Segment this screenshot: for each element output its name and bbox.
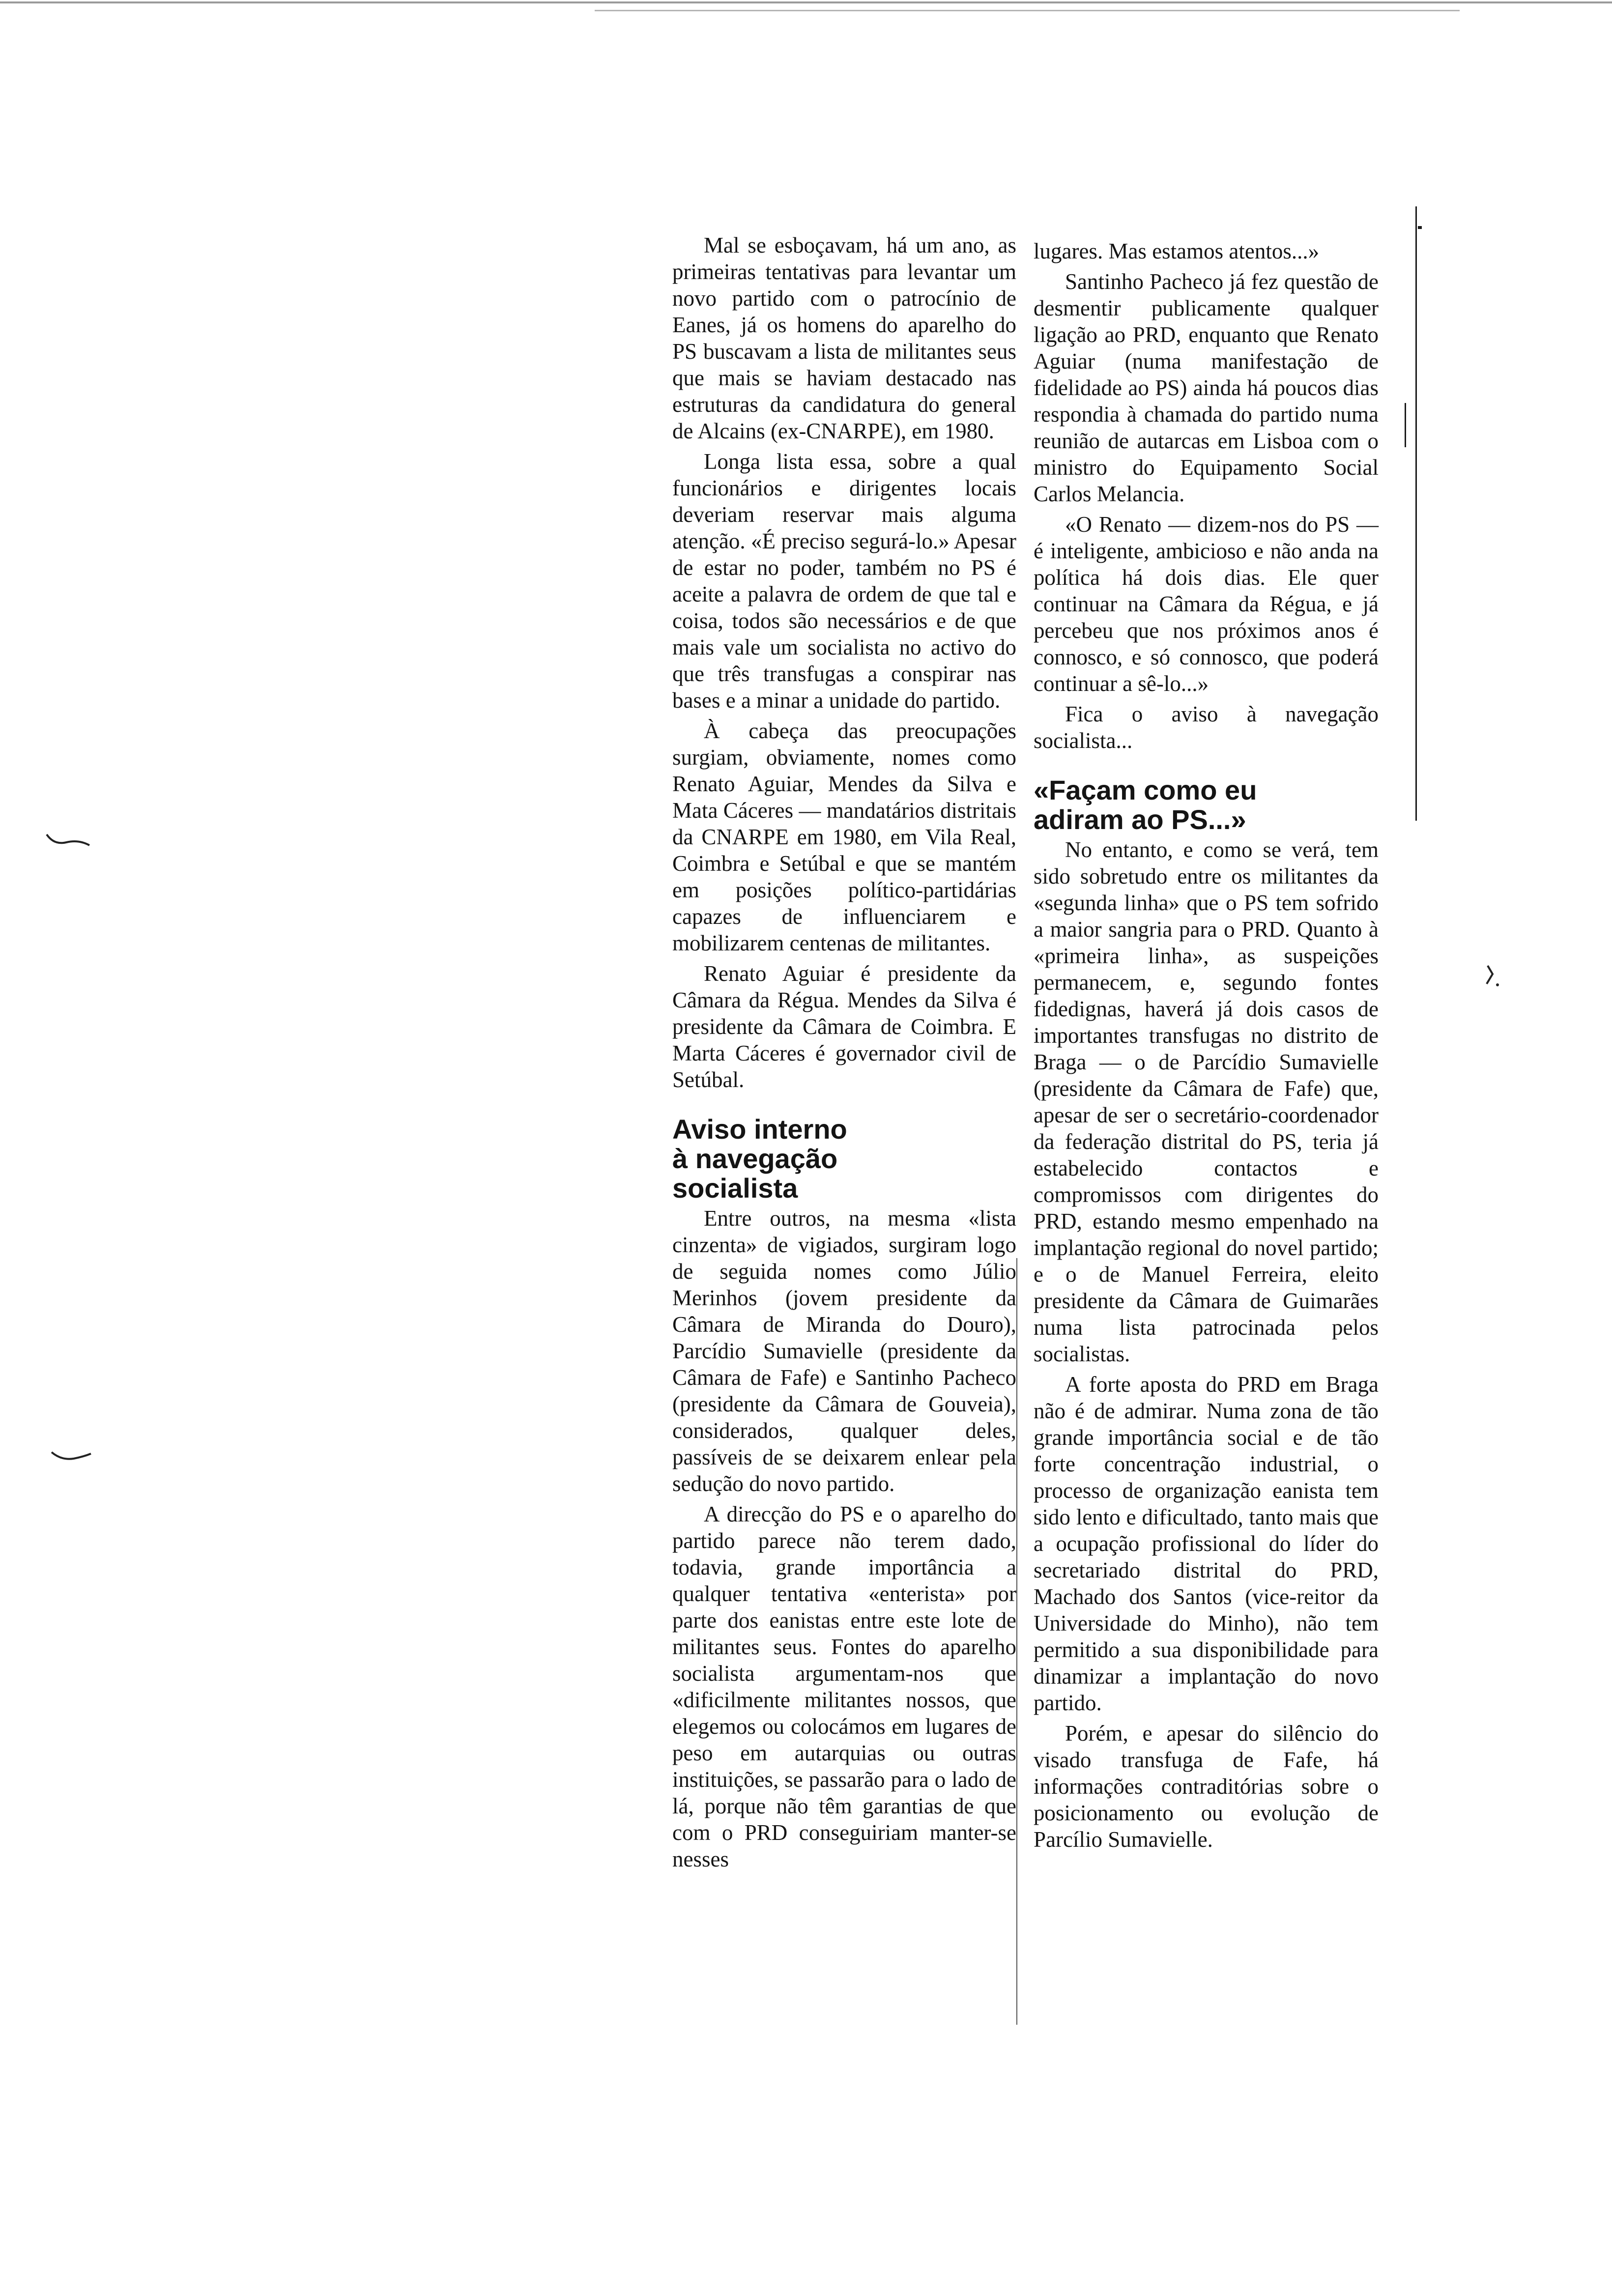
section-heading-facam-como-eu	[1034, 775, 1379, 834]
paragraph: A forte aposta do PRD em Braga não é de admirar. Numa zona de tão grande importância social e de tão forte concentração industrial, o processo de organização eanista tem sido lento e dificultado, tanto mais que a ocupação profissional do líder do secretariado distrital do PRD, Machado dos Santos (vice-reitor da Universidade do Minho), não tem permitido a sua disponibilidade para dinamizar a implantação do novo partido.	[1034, 1372, 1379, 1715]
heading-line: adiram ao PS...»	[1034, 804, 1246, 835]
margin-scan-mark	[44, 831, 93, 850]
paragraph: «O Renato — dizem-nos do PS — é inteligente, ambicioso e não anda na política há dois dias. Ele quer continuar na Câmara da Régua, e já percebeu que nos próximos anos é connosco, e só connosco, que poderá continuar a sê-lo...»	[1034, 512, 1379, 696]
heading-line: «Façam como eu	[1034, 775, 1257, 805]
heading-line: socialista	[672, 1173, 798, 1204]
paragraph: lugares. Mas estamos atentos...»	[1034, 239, 1320, 263]
margin-scan-mark	[49, 1450, 93, 1464]
paragraph: Porém, e apesar do silêncio do visado transfuga de Fafe, há informações contraditórias sobre o posicionamento ou evolução de Parcílio Sumavielle.	[1034, 1721, 1379, 1852]
margin-scan-mark	[1482, 963, 1501, 988]
paragraph: Santinho Pacheco já fez questão de desmentir publicamente qualquer ligação ao PRD, enquanto que Renato Aguiar (numa manifestação de fidelidade ao PS) ainda há poucos dias respondia à chamada do partido numa reunião de autarcas em Lisboa com o ministro do Equipamento Social Carlos Melancia.	[1034, 269, 1379, 506]
column-rule-right	[1415, 206, 1417, 821]
paragraph: Longa lista essa, sobre a qual funcionários e dirigentes locais deveriam reservar mais alguma atenção. «É preciso segurá-lo.» Apesar de estar no poder, também no PS é aceite a palavra de ordem de que tal e coisa, todos são necessários e de que mais vale um socialista no activo do que três transfugas a conspirar nas bases e a minar a unidade do partido.	[672, 449, 1016, 713]
column-rule-mark	[1405, 403, 1406, 447]
paragraph: Renato Aguiar é presidente da Câmara da Régua. Mendes da Silva é presidente da Câmara de Coimbra. E Marta Cáceres é governador civil de Setúbal.	[672, 961, 1016, 1092]
paragraph: Mal se esboçavam, há um ano, as primeiras tentativas para levantar um novo partido com o patrocínio de Eanes, já os homens do aparelho do PS buscavam a lista de militantes seus que mais se haviam destacado nas estruturas da candidatura do general de Alcains (ex-CNARPE), em 1980.	[672, 233, 1016, 443]
scan-top-rule	[0, 1, 1612, 3]
heading-line: à navegação	[672, 1143, 838, 1174]
section-heading-aviso-interno	[672, 1115, 1016, 1203]
heading-line: Aviso interno	[672, 1114, 847, 1145]
column-rule-middle	[1016, 1258, 1017, 2025]
article-column-right	[1034, 238, 1379, 1857]
article-column-left	[672, 232, 1016, 1876]
paragraph: Fica o aviso à navegação socialista...	[1034, 702, 1379, 753]
paragraph: Entre outros, na mesma «lista cinzenta» de vigiados, surgiram logo de seguida nomes como Júlio Merinhos (jovem presidente da Câmara de Miranda do Douro), Parcídio Sumavielle (presidente da Câmara de Fafe) e Santinho Pacheco (presidente da Câmara de Gouveia), considerados, qualquer deles, passíveis de se deixarem enlear pela sedução do novo partido.	[672, 1206, 1016, 1496]
paragraph: No entanto, e como se verá, tem sido sobretudo entre os militantes da «segunda linha» que o PS tem sofrido a maior sangria para o PRD. Quanto à «primeira linha», as suspeições permanecem, e, segundo fontes fidedignas, haverá já dois casos de importantes transfugas no distrito de Braga — o de Parcídio Sumavielle (presidente da Câmara de Fafe) que, apesar de ser o secretário-coordenador da federação distrital do PS, teria já estabelecido contactos e compromissos com dirigentes do PRD, estando mesmo empenhado na implantação regional do novel partido; e o de Manuel Ferreira, eleito presidente da Câmara de Guimarães numa lista patrocinada pelos socialistas.	[1034, 837, 1379, 1366]
paragraph: À cabeça das preocupações surgiam, obviamente, nomes como Renato Aguiar, Mendes da Silva e Mata Cáceres — mandatários distritais da CNARPE em 1980, em Vila Real, Coimbra e Setúbal e que se mantém em posições político-partidárias capazes de influenciarem e mobilizarem centenas de militantes.	[672, 718, 1016, 955]
scan-tick-mark	[1418, 226, 1422, 229]
paragraph: A direcção do PS e o aparelho do partido parece não terem dado, todavia, grande importância a qualquer tentativa «enterista» por parte dos eanistas entre este lote de militantes seus. Fontes do aparelho socialista argumentam-nos que «dificilmente militantes nossos, que elegemos ou colocámos em lugares de peso em autarquias ou outras instituições, se passarão para o lado de lá, porque não têm garantias de que com o PRD conseguiriam manter-se nesses	[672, 1502, 1016, 1871]
scan-top-rule-secondary	[595, 10, 1460, 11]
